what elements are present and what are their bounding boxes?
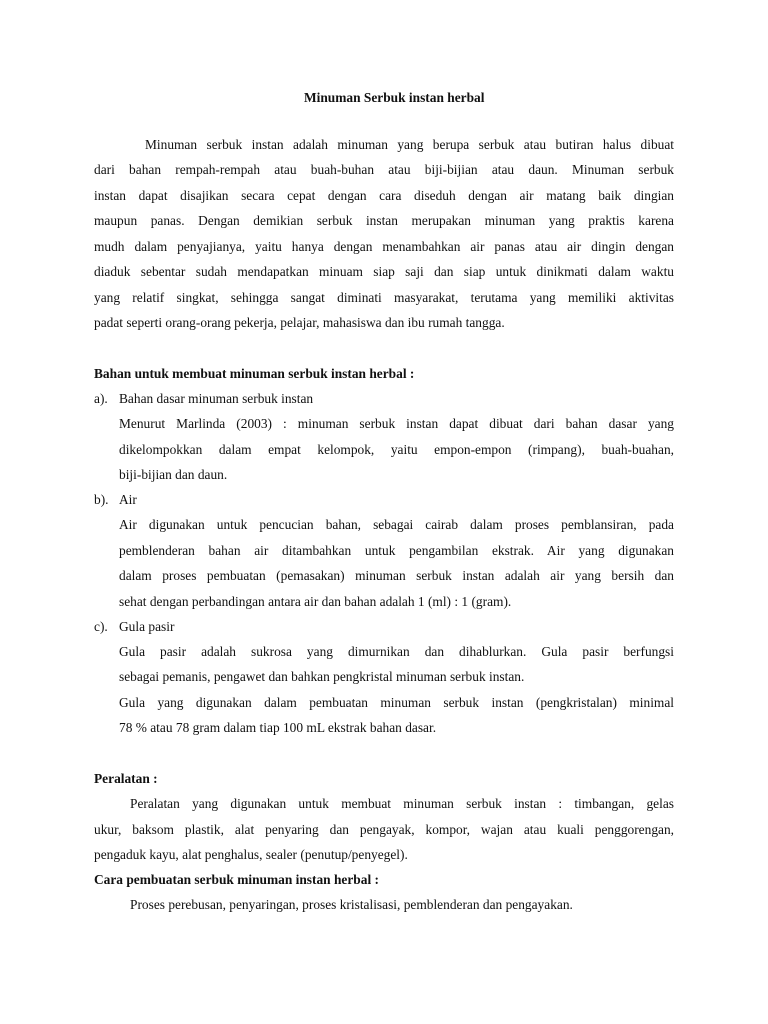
list-item-line: biji-bijian dan daun. [119,467,228,482]
intro-line: Minuman serbuk instan adalah minuman yang berupa serbuk atau butiran halus dibuat [145,137,674,152]
list-item-line: 78 % atau 78 gram dalam tiap 100 mL ekstrak bahan dasar. [119,720,437,735]
peralatan-heading: Peralatan : [94,771,158,786]
document-title: Minuman Serbuk instan herbal [304,90,485,105]
list-item-line: Gula pasir adalah sukrosa yang dimurnikan dan dihablurkan. Gula pasir berfungsi [119,644,674,659]
intro-line: maupun panas. Dengan demikian serbuk instan merupakan minuman yang praktis karena [94,213,674,228]
list-item-line: Air digunakan untuk pencucian bahan, sebagai cairab dalam proses pemblansiran, pada [119,517,674,532]
list-marker: b). [94,492,109,507]
bahan-heading: Bahan untuk membuat minuman serbuk instan herbal : [94,366,415,381]
list-item-line: pemblenderan bahan air ditambahkan untuk pengambilan ekstrak. Air yang digunakan [119,543,674,558]
intro-line: mudh dalam penyajianya, yaitu hanya dengan menambahkan air panas atau air dingin dengan [94,239,674,254]
cara-heading: Cara pembuatan serbuk minuman instan herbal : [94,872,379,887]
list-item-title: Air [119,492,137,507]
list-marker: c). [94,619,108,634]
list-item-line: Gula yang digunakan dalam pembuatan minuman serbuk instan (pengkristalan) minimal [119,695,674,710]
list-item-line: sebagai pemanis, pengawet dan bahkan pengkristal minuman serbuk instan. [119,669,525,684]
intro-line: dari bahan rempah-rempah atau buah-buhan atau biji-bijian atau daun. Minuman serbuk [94,162,674,177]
intro-line: yang relatif singkat, sehingga sangat diminati masyarakat, terutama yang memiliki aktivitas [94,290,674,305]
list-item-line: sehat dengan perbandingan antara air dan bahan adalah 1 (ml) : 1 (gram). [119,594,512,609]
list-item-line: Menurut Marlinda (2003) : minuman serbuk instan dapat dibuat dari bahan dasar yang [119,416,674,431]
intro-line: padat seperti orang-orang pekerja, pelajar, mahasiswa dan ibu rumah tangga. [94,315,505,330]
list-marker: a). [94,391,108,406]
peralatan-line: ukur, baksom plastik, alat penyaring dan pengayak, kompor, wajan atau kuali penggorengan, [94,822,674,837]
list-item-title: Gula pasir [119,619,175,634]
peralatan-line: Peralatan yang digunakan untuk membuat minuman serbuk instan : timbangan, gelas [130,796,674,811]
intro-line: diaduk sebentar sudah mendapatkan minuam siap saji dan siap untuk dinikmati dalam waktu [94,264,674,279]
peralatan-line: pengaduk kayu, alat penghalus, sealer (penutup/penyegel). [94,847,408,862]
list-item-line: dalam proses pembuatan (pemasakan) minuman serbuk instan adalah air yang bersih dan [119,568,674,583]
list-item-title: Bahan dasar minuman serbuk instan [119,391,314,406]
list-item-line: dikelompokkan dalam empat kelompok, yaitu empon-empon (rimpang), buah-buahan, [119,442,674,457]
intro-line: instan dapat disajikan secara cepat dengan cara diseduh dengan air matang baik dingian [94,188,674,203]
cara-text: Proses perebusan, penyaringan, proses kristalisasi, pemblenderan dan pengayakan. [130,897,573,912]
